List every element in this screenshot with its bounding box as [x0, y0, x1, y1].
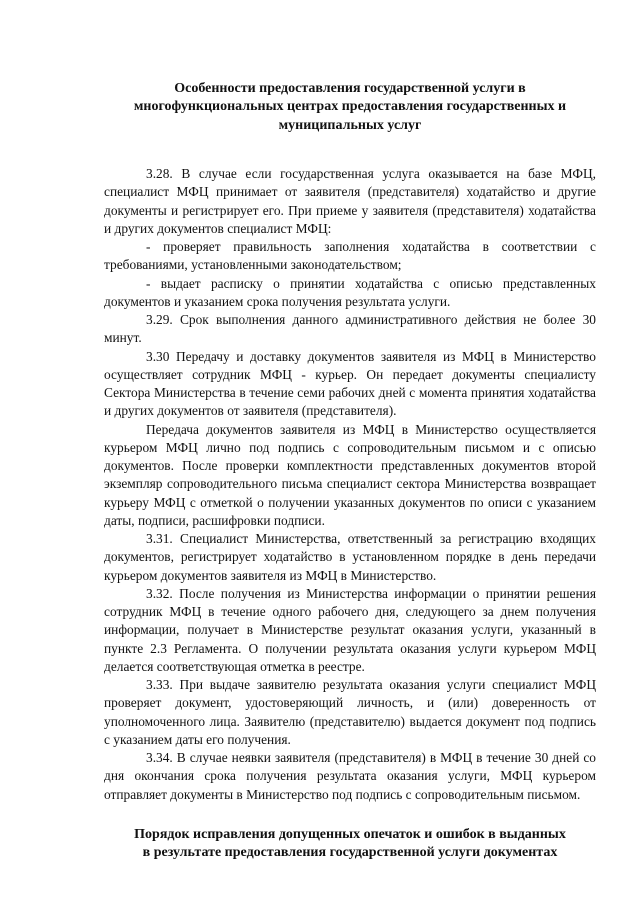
list-item-check-petition: - проверяет правильность заполнения ходатайства в соответствии с требованиями, установленными законодательством;	[104, 239, 596, 273]
list-item-issue-receipt: - выдает расписку о принятии ходатайства с описью представленных документов и указанием срока получения результата услуги.	[104, 275, 596, 309]
paragraph-3-33: 3.33. При выдаче заявителю результата оказания услуги специалист МФЦ проверяет документ, удостоверяющий личность, и (или) доверенность от уполномоченного лица. Заявителю (представителю) выдается документ под подпись с указанием даты его получения.	[104, 677, 596, 747]
paragraph-3-30: 3.30 Передачу и доставку документов заявителя из МФЦ в Министерство осуществляет сотрудник МФЦ - курьер. Он передает документы специалисту Сектора Министерства в течение семи рабочих дней с момента принятия ходатайства и других документов от заявителя (представителя).	[104, 348, 596, 419]
paragraph-3-31: 3.31. Специалист Министерства, ответственный за регистрацию входящих документов, регистрирует ходатайство в установленном порядке в день передачи курьером документов заявителя из МФЦ в Министерство.	[104, 531, 596, 583]
document-body	[104, 165, 596, 804]
paragraph-document-transfer: Передача документов заявителя из МФЦ в Министерство осуществляется курьером МФЦ лично под подпись с сопроводительным письмом и с описью документов. После проверки комплектности представленных документов второй экземпляр сопроводительного письма специалист сектора Министерства возвращает курьеру МФЦ с отметкой о получении указанных документов по описи с указанием даты, подписи, расшифровки подписи.	[104, 421, 596, 528]
paragraph-3-32: 3.32. После получения из Министерства информации о принятии решения сотрудник МФЦ в течение одного рабочего дня, следующего за днем получения информации, получает в Министерстве результат оказания услуги, указанный в пункте 2.3 Регламента. О получении результата оказания услуги курьером МФЦ делается соответствующая отметка в реестре.	[104, 585, 596, 674]
section-heading-line: многофункциональных центрах предоставления государственных и	[133, 99, 567, 115]
section-heading-line: в результате предоставления государственной услуги документах	[142, 845, 558, 861]
paragraph-3-34: 3.34. В случае неявки заявителя (представителя) в МФЦ в течение 30 дней со дня окончания срока получения результата оказания услуги, МФЦ курьером отправляет документы в Министерство под подпись с сопроводительным письмом.	[104, 750, 596, 802]
section-heading-line: муниципальных услуг	[278, 117, 422, 133]
document-page	[104, 80, 596, 863]
paragraph-3-29: 3.29. Срок выполнения данного административного действия не более 30 минут.	[104, 312, 596, 346]
section-heading-line: Порядок исправления допущенных опечаток и ошибок в выданных	[134, 826, 566, 842]
section-heading-corrections	[104, 826, 596, 863]
section-heading	[104, 80, 596, 135]
paragraph-3-28: 3.28. В случае если государственная услуга оказывается на базе МФЦ, специалист МФЦ принимает от заявителя (представителя) ходатайство и другие документы и регистрирует его. При приеме у заявителя (представителя) ходатайства и других документов специалист МФЦ:	[104, 166, 596, 236]
section-heading-line: Особенности предоставления государственной услуги в	[174, 81, 526, 96]
